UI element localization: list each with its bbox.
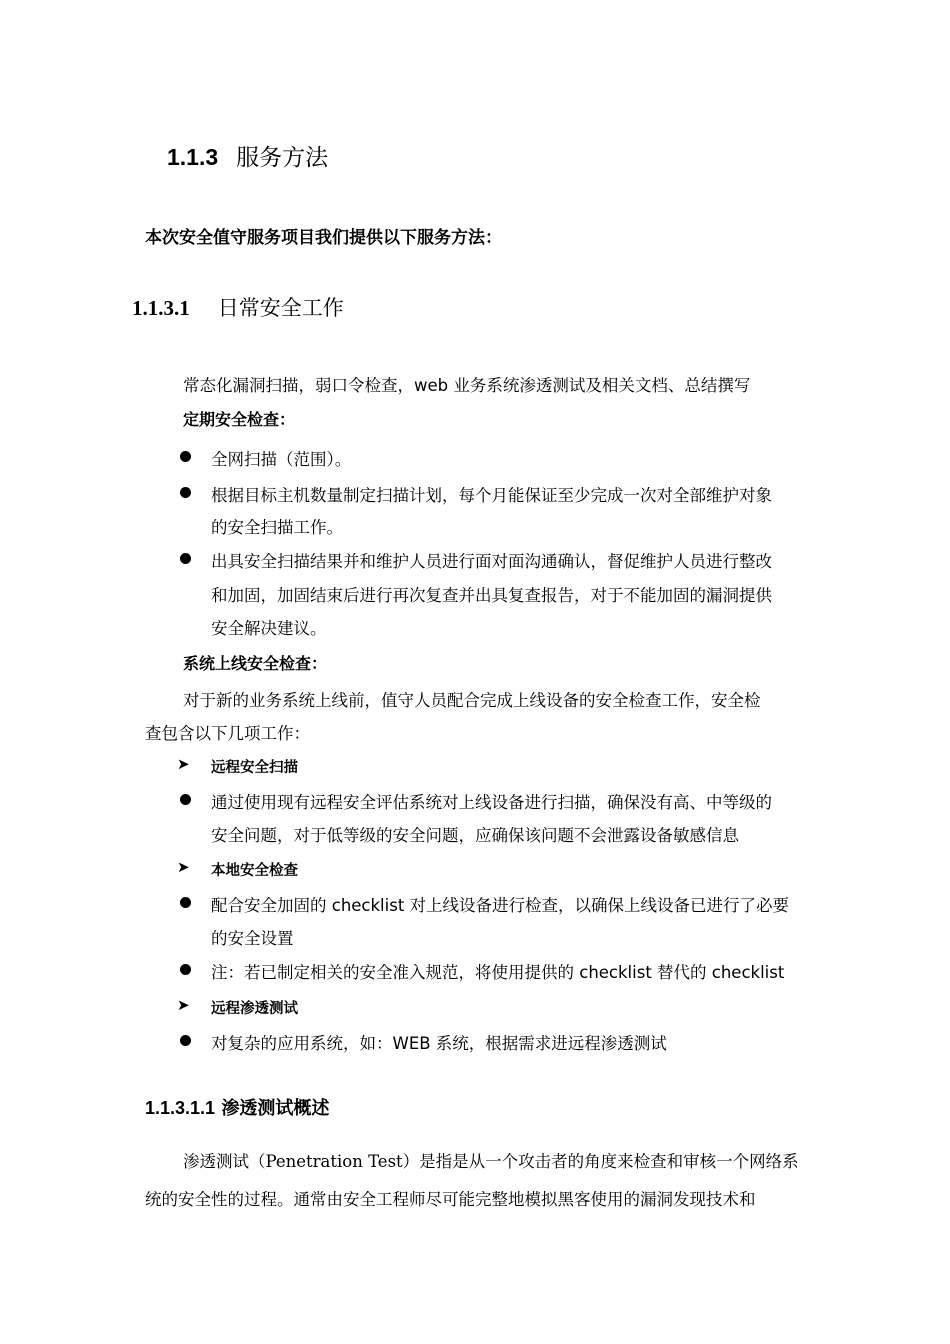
subgroup-title: 远程安全扫描: [211, 760, 298, 776]
list-item-line: 根据目标主机数量制定扫描计划，每个月能保证至少完成一次对全部维护对象: [211, 486, 772, 505]
pentest-heading: [145, 1094, 329, 1120]
pentest-number: 1.1.3.1.1: [145, 1098, 216, 1118]
intro-text: 本次安全值守服务项目我们提供以下服务方法：: [145, 228, 502, 248]
periodic-heading: 定期安全检查：: [183, 410, 296, 429]
list-item-line: 对复杂的应用系统，如：WEB 系统，根据需求进远程渗透测试: [211, 1034, 667, 1053]
arrow-bullet-icon: ➤: [177, 996, 190, 1014]
bullet-icon: [180, 553, 191, 564]
list-item-line: 安全解决建议。: [211, 619, 327, 638]
subgroup-title: 远程渗透测试: [211, 1001, 298, 1017]
daily-work-text: 常态化漏洞扫描，弱口令检查，web 业务系统渗透测试及相关文档、总结撰写: [183, 376, 751, 395]
section-title: 服务方法: [236, 145, 329, 171]
bullet-icon: [180, 964, 191, 975]
bullet-icon: [180, 1035, 191, 1046]
online-check-heading: 系统上线安全检查：: [183, 654, 328, 673]
bullet-icon: [180, 451, 191, 462]
list-item-line: 和加固，加固结束后进行再次复查并出具复查报告，对于不能加固的漏洞提供: [211, 586, 772, 605]
pentest-title: 渗透测试概述: [221, 1098, 330, 1119]
bullet-icon: [180, 897, 191, 908]
paragraph-line: 渗透测试（Penetration Test）是指是从一个攻击者的角度来检查和审核一个网络系: [183, 1152, 799, 1171]
bullet-icon: [180, 487, 191, 498]
list-item-line: 出具安全扫描结果并和维护人员进行面对面沟通确认，督促维护人员进行整改: [211, 552, 772, 571]
section-number: 1.1.3: [167, 144, 219, 170]
list-item-line: 注：若已制定相关的安全准入规范，将使用提供的 checklist 替代的 checklist: [211, 963, 785, 982]
arrow-bullet-icon: ➤: [177, 755, 190, 773]
list-item-line: 通过使用现有远程安全评估系统对上线设备进行扫描，确保没有高、中等级的: [211, 793, 772, 812]
paragraph-line: 查包含以下几项工作：: [145, 724, 310, 743]
subgroup-title: 本地安全检查: [211, 863, 298, 879]
list-item-line: 配合安全加固的 checklist 对上线设备进行检查，以确保上线设备已进行了必要: [211, 896, 790, 915]
subsection-heading: [132, 292, 344, 322]
bullet-icon: [180, 794, 191, 805]
section-heading: [167, 139, 328, 172]
list-item-line: 全网扫描（范围）。: [211, 450, 352, 469]
paragraph-line: 统的安全性的过程。通常由安全工程师尽可能完整地模拟黑客使用的漏洞发现技术和: [145, 1190, 756, 1209]
list-item-line: 安全问题，对于低等级的安全问题，应确保该问题不会泄露设备敏感信息: [211, 826, 739, 845]
arrow-bullet-icon: ➤: [177, 858, 190, 876]
paragraph-line: 对于新的业务系统上线前，值守人员配合完成上线设备的安全检查工作，安全检: [183, 691, 761, 710]
subsection-title: 日常安全工作: [217, 296, 344, 320]
subsection-number: 1.1.3.1: [132, 296, 190, 320]
list-item-line: 的安全设置: [211, 929, 294, 948]
list-item-line: 的安全扫描工作。: [211, 518, 343, 537]
